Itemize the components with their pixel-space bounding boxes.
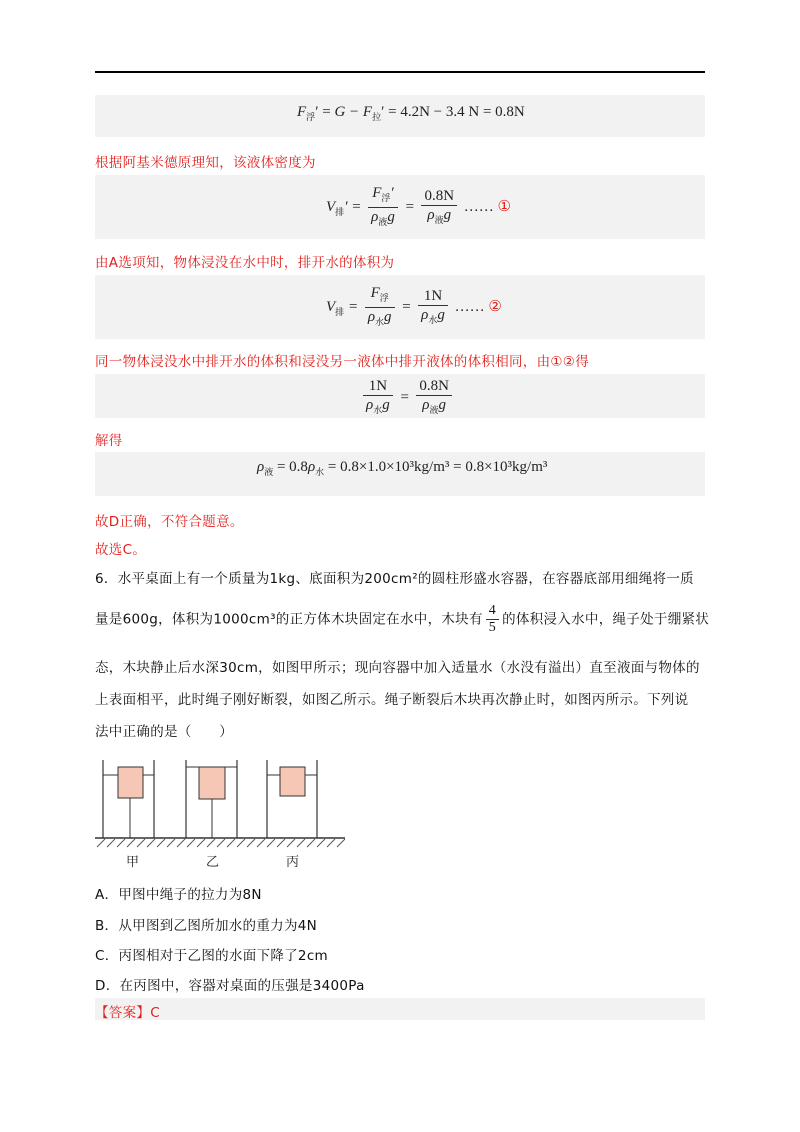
answer-line (95, 1001, 160, 1021)
q6-line-1: 6．水平桌面上有一个质量为1kg、底面积为200cm²的圆柱形盛水容器，在容器底部用细绳将一质 (95, 571, 694, 587)
container-bing (267, 760, 317, 838)
marker-1: ① (497, 196, 511, 215)
option-b: B．从甲图到乙图所加水的重力为4N (95, 918, 318, 934)
para-choose-c: 故选C。 (95, 542, 147, 558)
q6-line-2a: 量是600g，体积为1000cm³的正方体木块固定在水中，木块有 (95, 611, 483, 628)
q6-line-2b: 的体积浸入水中，绳子处于绷紧状 (502, 611, 710, 628)
container-yi (186, 760, 237, 838)
header-rule (95, 71, 705, 73)
para-solve: 解得 (95, 433, 123, 449)
equation-5: $\rho_液 = 0.8\rho_水 = 0.8\times 1.0\times 10^3kg/m^3 = 0.8\times 10^3kg/m^3$ (257, 459, 548, 477)
answer-value: C (150, 1005, 160, 1021)
fraction-numerator: 4 (486, 603, 499, 620)
label-yi: 乙 (206, 855, 220, 870)
option-a: A．甲图中绳子的拉力为8N (95, 887, 262, 903)
q6-line-2 (95, 603, 709, 636)
equation-3: $V_排$ = $\frac{F_浮}{\rho_水g}$ = $\frac{1N}{\rho_水g}$ …… ② (326, 285, 502, 327)
wood-block (199, 767, 225, 799)
q6-line-5: 法中正确的是（ ） (95, 724, 233, 740)
fraction-four-fifths (486, 603, 499, 636)
option-d: D．在丙图中，容器对桌面的压强是3400Pa (95, 978, 365, 994)
ground-hatching (97, 839, 345, 847)
fraction-denominator: 5 (488, 620, 497, 635)
container-figure (95, 755, 355, 870)
label-jia: 甲 (126, 855, 140, 870)
answer-box (95, 998, 705, 1020)
container-jia (103, 760, 154, 838)
marker-2: ② (488, 296, 502, 315)
option-c: C．丙图相对于乙图的水面下降了2cm (95, 948, 328, 964)
equation-4: $\frac{1N}{\rho_水g}$ = $\frac{0.8N}{\rho_液g}$ (360, 377, 455, 419)
equation-1: $F_浮' = G - F_拉' = 4.2N - 3.4$ N = 0.8N (297, 104, 525, 122)
label-bing: 丙 (286, 855, 300, 870)
para-d-correct: 故D正确，不符合题意。 (95, 514, 244, 530)
wood-block (280, 767, 305, 796)
q6-line-3: 态，木块静止后水深30cm，如图甲所示；现向容器中加入适量水（水没有溢出）直至液面与物体的 (95, 660, 700, 676)
para-option-a: 由A选项知，物体浸没在水中时，排开水的体积为 (95, 255, 395, 271)
para-archimedes: 根据阿基米德原理知，该液体密度为 (95, 155, 316, 171)
equation-2: $V_排'$ = $\frac{F_浮'}{\rho_液g}$ = $\frac{0.8N}{\rho_液g}$ …… ① (326, 185, 511, 227)
q6-line-4: 上表面相平，此时绳子刚好断裂，如图乙所示。绳子断裂后木块再次静止时，如图丙所示。下列说 (95, 692, 689, 708)
ellipsis: …… (454, 298, 485, 315)
wood-block (118, 767, 143, 798)
para-same-volume: 同一物体浸没水中排开水的体积和浸没另一液体中排开液体的体积相同，由①②得 (95, 354, 590, 370)
ellipsis: …… (463, 198, 494, 215)
answer-tag: 【答案】 (95, 1005, 151, 1021)
